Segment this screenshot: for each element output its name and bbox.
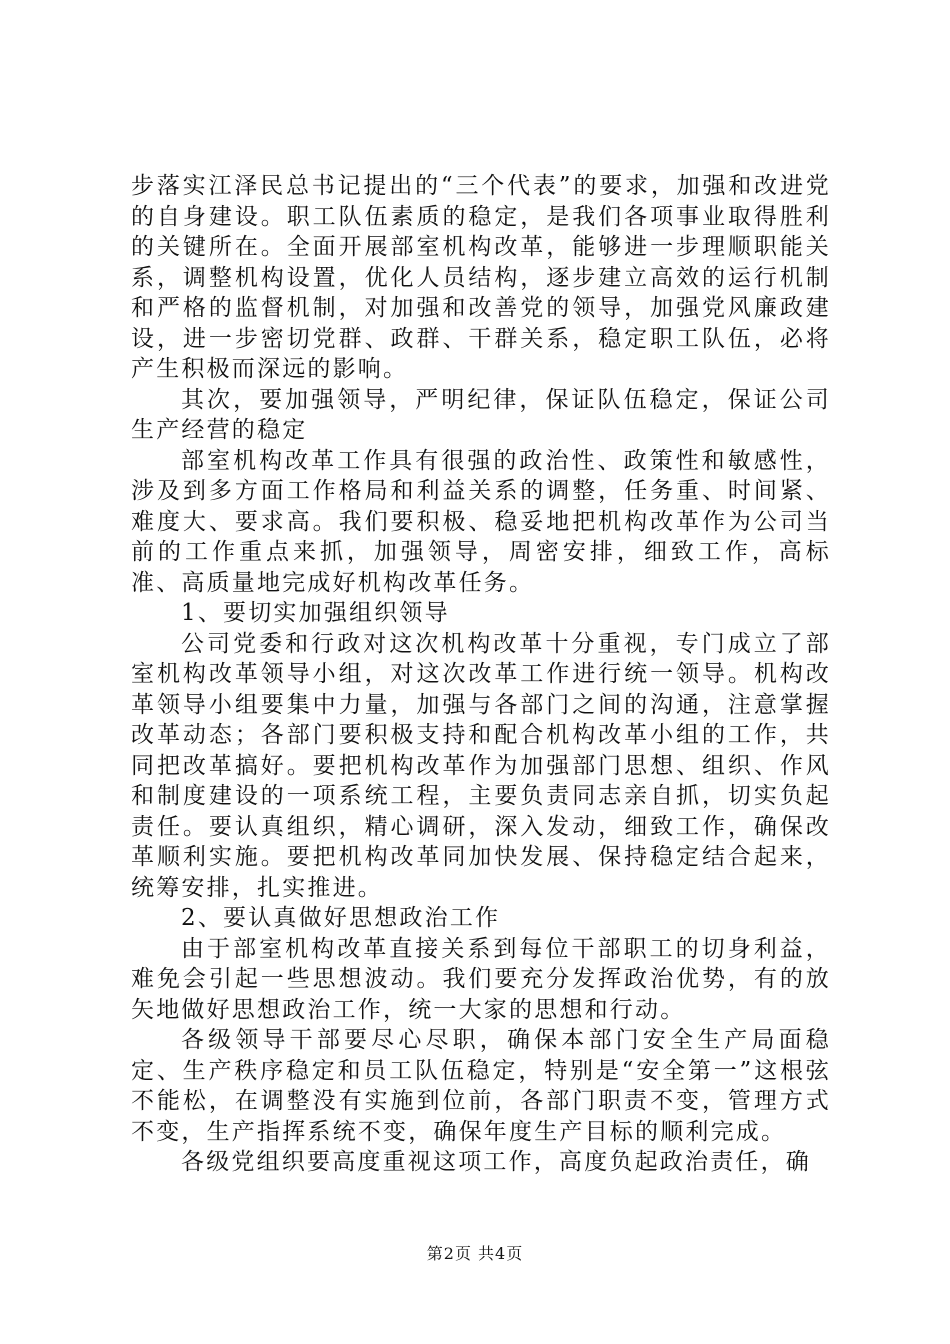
- paragraph-party-organizations: 各级党组织要高度重视这项工作，高度负起政治责任，确: [181, 1149, 811, 1175]
- paragraph-reform-nature: 部室机构改革工作具有很强的政治性、政策性和敏感性，涉及到多方面工作格局和利益关系的调整，任务重、时间紧、难度大、要求高。我们要积极、稳妥地把机构改革作为公司当前的工作重点来抓，加强领导，周密安排，细致工作，高标准、高质量地完成好机构改革任务。: [131, 447, 831, 596]
- subheading-organization: 1、要切实加强组织领导: [181, 600, 450, 626]
- paragraph-leaders: 各级领导干部要尽心尽职，确保本部门安全生产局面稳定、生产秩序稳定和员工队伍稳定，特别是“安全第一”这根弦不能松，在调整没有实施到位前，各部门职责不变，管理方式不变，生产指挥系统不变，确保年度生产目标的顺利完成。: [131, 1027, 831, 1145]
- paragraph-heading-second: 其次，要加强领导，严明纪律，保证队伍稳定，保证公司生产经营的稳定: [131, 386, 831, 443]
- paragraph-continuation: 步落实江泽民总书记提出的“三个代表”的要求，加强和改进党的自身建设。职工队伍素质的稳定，是我们各项事业取得胜利的关键所在。全面开展部室机构改革，能够进一步理顺职能关系，调整机构设置，优化人员结构，逐步建立高效的运行机制和严格的监督机制，对加强和改善党的领导，加强党风廉政建设，进一步密切党群、政群、干群关系，稳定职工队伍，必将产生积极而深远的影响。: [131, 173, 831, 382]
- page-number-label: 第2页 共4页: [426, 1244, 524, 1263]
- document-body: [131, 171, 831, 1178]
- page-footer: [0, 1244, 950, 1264]
- subheading-ideology: 2、要认真做好思想政治工作: [181, 905, 501, 931]
- paragraph-organization: 公司党委和行政对这次机构改革十分重视，专门成立了部室机构改革领导小组，对这次改革工作进行统一领导。机构改革领导小组要集中力量，加强与各部门之间的沟通，注意掌握改革动态；各部门要积极支持和配合机构改革小组的工作，共同把改革搞好。要把机构改革作为加强部门思想、组织、作风和制度建设的一项系统工程，主要负责同志亲自抓，切实负起责任。要认真组织，精心调研，深入发动，细致工作，确保改革顺利实施。要把机构改革同加快发展、保持稳定结合起来，统筹安排，扎实推进。: [131, 630, 831, 901]
- paragraph-ideology: 由于部室机构改革直接关系到每位干部职工的切身利益，难免会引起一些思想波动。我们要充分发挥政治优势，有的放矢地做好思想政治工作，统一大家的思想和行动。: [131, 935, 831, 1023]
